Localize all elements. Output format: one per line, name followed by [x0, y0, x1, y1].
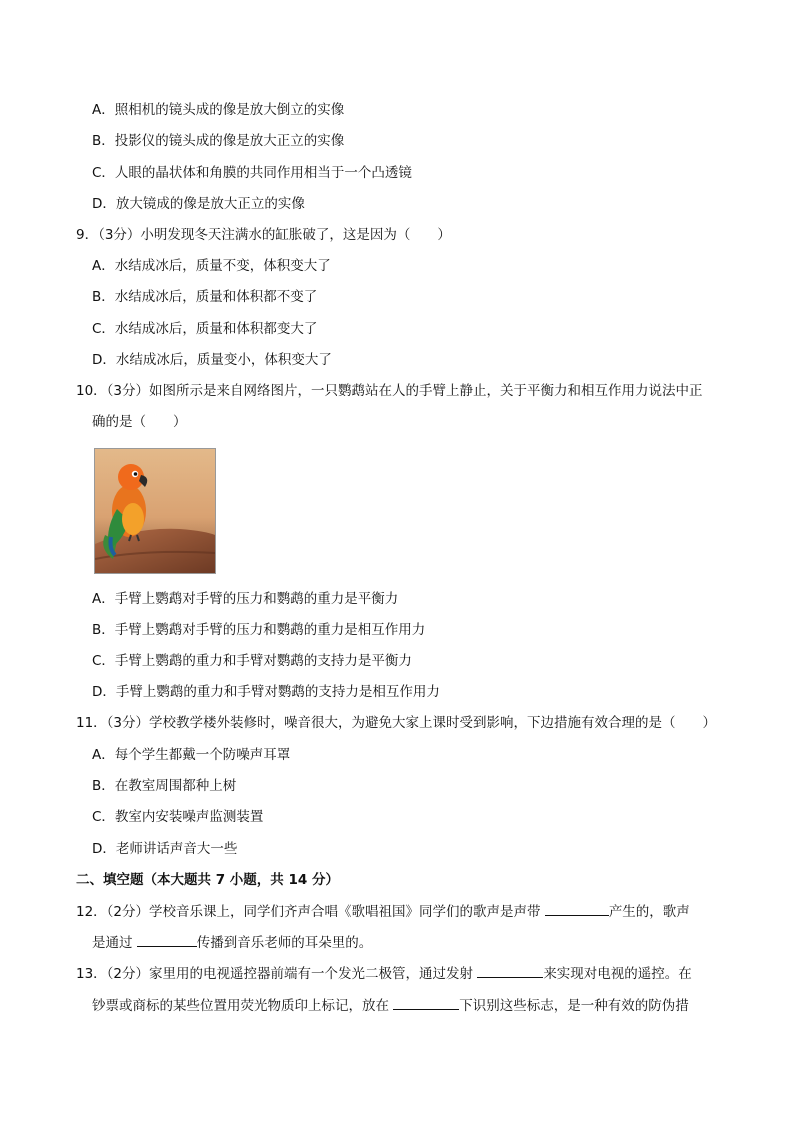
q11-option-d: D．老师讲话声音大一些: [92, 841, 238, 857]
q13-line1: [76, 963, 692, 984]
q10-option-a: A．手臂上鹦鹉对手臂的压力和鹦鹉的重力是平衡力: [92, 591, 399, 607]
q11-option-b: B．在教室周围都种上树: [92, 778, 237, 794]
q12-blank-2[interactable]: [137, 932, 197, 947]
q13-blank-1[interactable]: [477, 963, 543, 978]
q11-option-c: C．教室内安装噪声监测装置: [92, 809, 264, 825]
q13-text-4: 下识别这些标志，是一种有效的防伪措: [459, 998, 689, 1014]
q10-stem-line2: 确的是（ ）: [92, 414, 187, 430]
q12-line1: [76, 901, 690, 922]
q8-option-c: C．人眼的晶状体和角膜的共同作用相当于一个凸透镜: [92, 165, 412, 181]
q13-text-2: 来实现对电视的遥控。在: [543, 966, 692, 982]
section-fill-in-title: 二、填空题（本大题共 7 小题，共 14 分）: [76, 872, 339, 888]
q9-option-a: A．水结成冰后，质量不变，体积变大了: [92, 258, 331, 274]
q10-option-b: B．手臂上鹦鹉对手臂的压力和鹦鹉的重力是相互作用力: [92, 622, 426, 638]
q12-line2: [92, 932, 372, 953]
q9-option-d: D．水结成冰后，质量变小，体积变大了: [92, 352, 332, 368]
q12-text-4: 传播到音乐老师的耳朵里的。: [196, 935, 373, 951]
q11-stem: 11．（3分）学校教学楼外装修时，噪音很大，为避免大家上课时受到影响，下边措施有效合理的是（ ）: [76, 715, 717, 731]
q10-option-d: D．手臂上鹦鹉的重力和手臂对鹦鹉的支持力是相互作用力: [92, 684, 440, 700]
parrot-photo: [94, 448, 216, 574]
q13-blank-2[interactable]: [393, 995, 459, 1010]
q10-option-c: C．手臂上鹦鹉的重力和手臂对鹦鹉的支持力是平衡力: [92, 653, 412, 669]
q13-text-3: 钞票或商标的某些位置用荧光物质印上标记，放在: [92, 998, 394, 1014]
q9-stem: 9．（3分）小明发现冬天注满水的缸胀破了，这是因为（ ）: [76, 227, 451, 243]
q10-stem-line1: 10．（3分）如图所示是来自网络图片，一只鹦鹉站在人的手臂上静止，关于平衡力和相互作用力说法中正: [76, 383, 703, 399]
q12-text-3: 是通过: [92, 935, 137, 951]
q8-option-d: D．放大镜成的像是放大正立的实像: [92, 196, 305, 212]
q8-option-b: B．投影仪的镜头成的像是放大正立的实像: [92, 133, 345, 149]
q13-text-1: 13．（2分）家里用的电视遥控器前端有一个发光二极管，通过发射: [76, 966, 478, 982]
q9-option-b: B．水结成冰后，质量和体积都不变了: [92, 289, 318, 305]
q11-option-a: A．每个学生都戴一个防噪声耳罩: [92, 747, 291, 763]
q12-text-2: 产生的，歌声: [608, 904, 690, 920]
parrot-image: [95, 449, 215, 573]
q9-option-c: C．水结成冰后，质量和体积都变大了: [92, 321, 318, 337]
q12-text-1: 12．（2分）学校音乐课上，同学们齐声合唱《歌唱祖国》同学们的歌声是声带: [76, 904, 545, 920]
q13-line2: [92, 995, 689, 1016]
q12-blank-1[interactable]: [545, 901, 609, 916]
q8-option-a: A．照相机的镜头成的像是放大倒立的实像: [92, 102, 345, 118]
